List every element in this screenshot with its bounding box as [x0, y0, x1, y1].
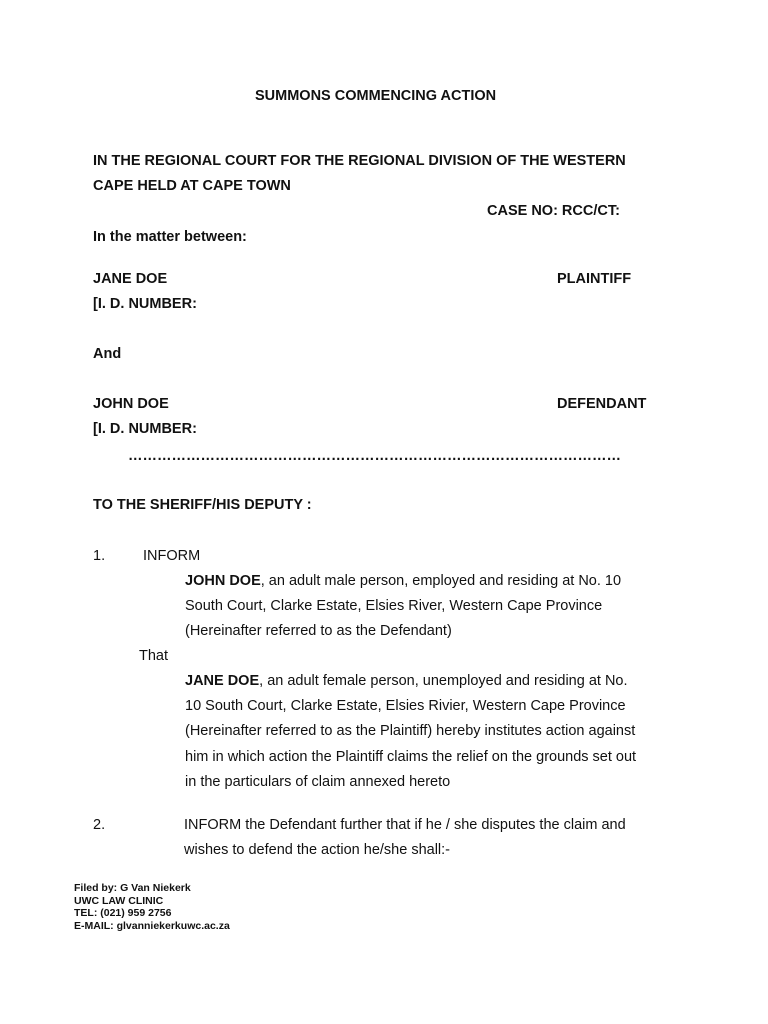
defendant-description-line-2: South Court, Clarke Estate, Elsies River, Western Cape Province: [185, 598, 603, 614]
footer-telephone: TEL: (021) 959 2756: [74, 907, 172, 919]
that-label: That: [139, 648, 169, 664]
footer-filed-by: Filed by: G Van Niekerk: [74, 882, 191, 894]
and-label: And: [93, 346, 122, 362]
plaintiff-id: [I. D. NUMBER:: [93, 296, 197, 312]
paragraph-1-inform: INFORM: [143, 548, 201, 564]
plaintiff-role: PLAINTIFF: [557, 271, 632, 287]
plaintiff-description-line-5: in the particulars of claim annexed hereto: [185, 774, 451, 790]
plaintiff-description-line-4: him in which action the Plaintiff claims the relief on the grounds set out: [185, 749, 637, 765]
footer: [74, 882, 230, 932]
defendant-id: [I. D. NUMBER:: [93, 421, 197, 437]
paragraph-2-number: 2.: [93, 817, 106, 833]
case-number: CASE NO: RCC/CT:: [487, 203, 620, 219]
defendant-text: , an adult male person, employed and residing at No. 10: [260, 573, 622, 589]
court-line-1: IN THE REGIONAL COURT FOR THE REGIONAL DIVISION OF THE WESTERN: [93, 153, 626, 169]
paragraph-2-line-1: INFORM the Defendant further that if he / she disputes the claim and: [184, 817, 626, 833]
footer-email: E-MAIL: glvanniekerkuwc.ac.za: [74, 919, 230, 932]
matter-between: In the matter between:: [93, 229, 247, 245]
plaintiff-bold-name: JANE DOE: [185, 673, 260, 689]
court-line-2: CAPE HELD AT CAPE TOWN: [93, 178, 291, 194]
paragraph-1-number: 1.: [93, 548, 106, 564]
footer-clinic: UWC LAW CLINIC: [74, 894, 164, 907]
dotted-separator: …………………………………………………………………………………………: [128, 448, 621, 464]
defendant-name: JOHN DOE: [93, 396, 169, 412]
to-sheriff: TO THE SHERIFF/HIS DEPUTY :: [93, 497, 312, 513]
plaintiff-description-line-2: 10 South Court, Clarke Estate, Elsies Rivier, Western Cape Province: [185, 698, 626, 714]
defendant-role: DEFENDANT: [557, 396, 647, 412]
plaintiff-text: , an adult female person, unemployed and residing at No.: [259, 673, 628, 689]
plaintiff-name: JANE DOE: [93, 271, 168, 287]
defendant-bold-name: JOHN DOE: [185, 573, 261, 589]
defendant-description-line-1: [185, 572, 621, 590]
paragraph-2-line-2: wishes to defend the action he/she shall:-: [184, 842, 450, 858]
plaintiff-description-line-3: (Hereinafter referred to as the Plaintiff) hereby institutes action against: [185, 723, 636, 739]
defendant-description-line-3: (Hereinafter referred to as the Defendant): [185, 623, 452, 639]
document-title: SUMMONS COMMENCING ACTION: [255, 88, 497, 104]
plaintiff-description-line-1: [185, 672, 628, 690]
